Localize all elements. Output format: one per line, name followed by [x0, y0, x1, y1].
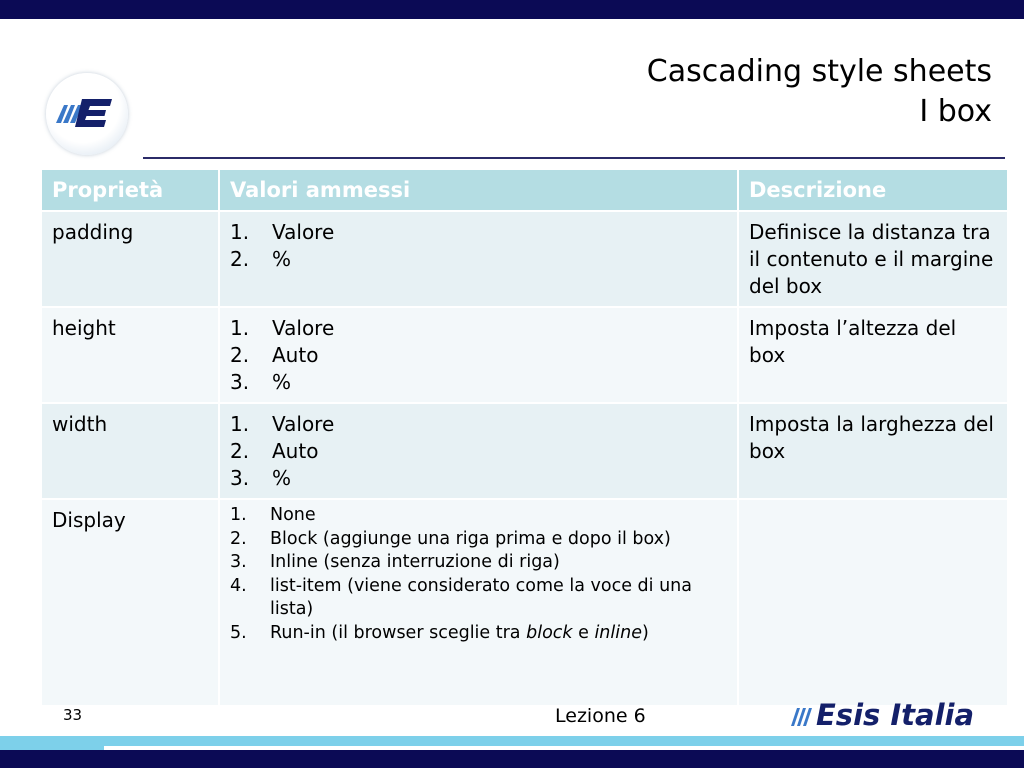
we-logo-icon — [54, 93, 120, 133]
title-line-2: I box — [919, 94, 992, 129]
cell-description: Definisce la distanza tra il contenuto e il margine del box — [738, 211, 1008, 307]
list-item: 2. Auto — [230, 343, 319, 367]
cell-property: width — [41, 403, 219, 499]
table-header-row — [41, 169, 1008, 211]
table-row — [41, 307, 1008, 403]
list-item: 2. Block (aggiunge una riga prima e dopo il box) — [230, 528, 671, 549]
esis-brand-icon — [790, 700, 818, 734]
cell-property: padding — [41, 211, 219, 307]
cell-description: Imposta la larghezza del box — [738, 403, 1008, 499]
values-list — [230, 219, 727, 273]
brand-logo: Esis Italia — [816, 698, 975, 732]
table-row — [41, 403, 1008, 499]
table-row — [41, 211, 1008, 307]
list-item: 2. % — [230, 247, 292, 271]
cell-property: Display — [41, 499, 219, 706]
cell-description — [738, 499, 1008, 706]
header-values: Valori ammessi — [219, 169, 738, 211]
cell-values — [219, 499, 738, 706]
properties-table — [40, 168, 1007, 707]
top-bar — [0, 0, 1024, 19]
values-list — [230, 504, 727, 645]
list-item: 5. Run-in (il browser sceglie tra block e inline) — [230, 622, 649, 643]
list-item: 3. % — [230, 370, 292, 394]
list-item: 1. Valore — [230, 412, 335, 436]
list-item: 1. Valore — [230, 316, 335, 340]
footer-lesson: Lezione 6 — [555, 705, 646, 727]
bottom-bar — [0, 750, 1024, 768]
list-item: 3. % — [230, 466, 292, 490]
title-divider — [143, 157, 1005, 159]
values-list — [230, 315, 727, 396]
list-item: 2. Auto — [230, 439, 319, 463]
cell-description: Imposta l’altezza del box — [738, 307, 1008, 403]
cell-values — [219, 307, 738, 403]
bottom-accent-bar — [0, 736, 1024, 746]
cell-values — [219, 403, 738, 499]
cell-values — [219, 211, 738, 307]
cell-property: height — [41, 307, 219, 403]
slide-title — [647, 52, 992, 132]
list-item: 1. Valore — [230, 220, 335, 244]
header-description: Descrizione — [738, 169, 1008, 211]
page-number: 33 — [63, 706, 83, 724]
list-item: 1. None — [230, 505, 316, 525]
title-line-1: Cascading style sheets — [646, 54, 992, 89]
list-item: 4. list-item (viene considerato come la voce di una lista) — [230, 575, 692, 619]
list-item: 3. Inline (senza interruzione di riga) — [230, 552, 560, 572]
header-property: Proprietà — [41, 169, 219, 211]
values-list — [230, 411, 727, 492]
table-row — [41, 499, 1008, 706]
logo-badge — [46, 73, 128, 155]
